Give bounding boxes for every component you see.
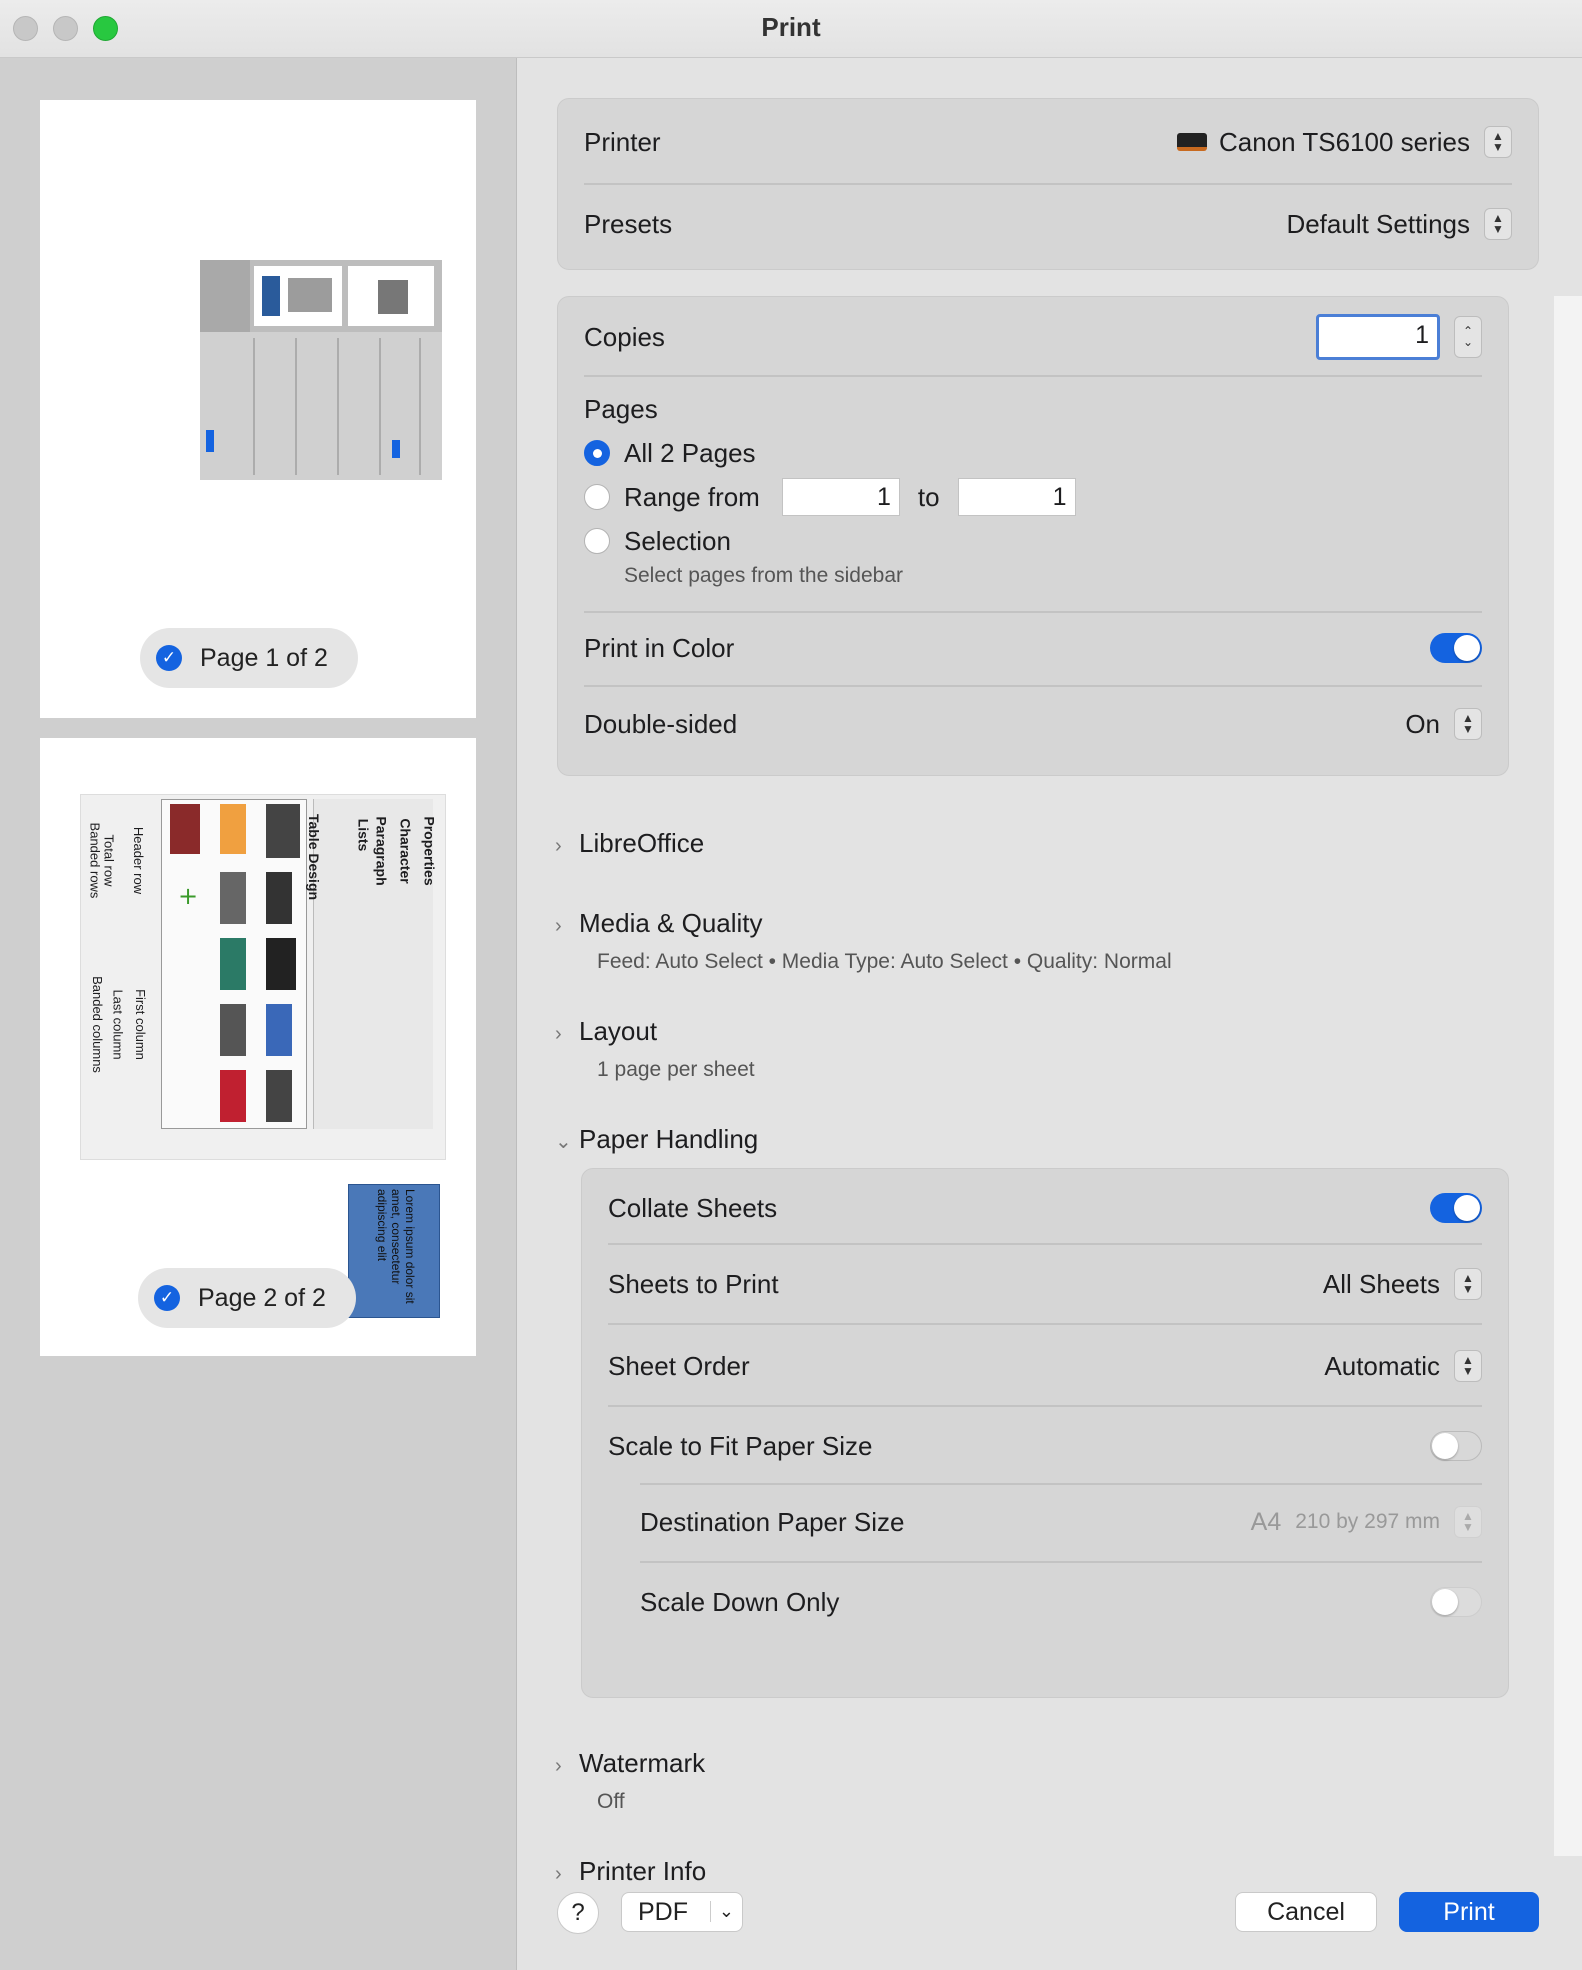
presets-popup[interactable]: Default Settings [1286,208,1470,239]
all-pages-radio[interactable] [584,440,610,466]
preview-table-grid [161,799,307,1129]
print-settings-pane [517,58,1582,1970]
page-thumbnail-2[interactable] [40,738,476,1356]
popup-arrows-icon[interactable]: ▲ ▼ [1454,708,1482,740]
preview-option-first-column: First column [132,989,148,1060]
collate-toggle[interactable] [1430,1193,1482,1223]
divider [584,611,1482,613]
preview-option-banded-rows: Banded rows [87,822,103,899]
window-title: Print [761,12,821,42]
layout-section[interactable]: › Layout [555,1016,658,1046]
help-button[interactable]: ? [557,1892,599,1934]
preview-tab-character: Character [397,818,414,884]
sheets-row [608,1259,1482,1309]
order-popup[interactable]: Automatic [1324,1350,1440,1381]
collate-label: Collate Sheets [608,1192,778,1223]
scale-down-label: Scale Down Only [640,1586,840,1617]
divider [584,685,1482,687]
color-row [584,623,1482,673]
cancel-button[interactable]: Cancel [1235,1892,1377,1932]
popup-arrows-icon[interactable]: ▲ ▼ [1454,1506,1482,1538]
range-from-field[interactable]: 1 [782,478,900,516]
sheets-label: Sheets to Print [608,1268,779,1299]
duplex-row [584,699,1482,749]
popup-arrows-icon[interactable]: ▲ ▼ [1484,208,1512,240]
printer-info-section[interactable]: › Printer Info [555,1856,707,1886]
preview-tab-labels [306,803,438,913]
page-1-label: Page 1 of 2 [200,643,328,672]
watermark-section[interactable]: › Watermark [555,1748,706,1778]
selection-label: Selection [624,525,731,556]
copies-field[interactable]: 1 [1316,314,1440,360]
copies-row [584,311,1482,363]
page-1-badge[interactable] [140,628,358,688]
copies-label: Copies [584,321,665,352]
divider [584,375,1482,377]
divider [608,1405,1482,1407]
range-to-field[interactable]: 1 [958,478,1076,516]
dest-size-value[interactable]: A4 [1250,1507,1282,1536]
paper-handling-box [581,1168,1509,1698]
color-toggle[interactable] [1430,633,1482,663]
sheets-popup[interactable]: All Sheets [1322,1268,1440,1299]
checkmark-icon: ✓ [154,1285,180,1311]
chevron-down-icon: ⌄ [555,1131,572,1153]
dest-size-label: Destination Paper Size [640,1506,905,1537]
dest-size-row [640,1497,1482,1547]
range-label: Range from [624,481,760,512]
pages-label: Pages [584,393,658,424]
chevron-down-icon: ⌄ [710,1901,734,1922]
page-2-label: Page 2 of 2 [198,1283,326,1312]
svg-text:+: + [178,882,199,910]
scrollbar-track[interactable] [1554,296,1582,1856]
pdf-menu-button[interactable] [621,1892,743,1932]
selection-radio[interactable] [584,528,610,554]
page-2-preview [80,794,446,1160]
chevron-right-icon: › [555,1863,562,1885]
presets-label: Presets [584,208,673,239]
divider [640,1483,1482,1485]
libreoffice-section[interactable]: › LibreOffice [555,828,705,858]
dest-size-dims: 210 by 297 mm [1295,1510,1440,1533]
scale-row [608,1421,1482,1471]
media-quality-section[interactable]: › Media & Quality [555,908,763,938]
printer-box [557,98,1539,270]
preview-option-banded-columns: Banded columns [89,976,105,1073]
preview-option-header-row: Header row [131,826,147,895]
duplex-popup[interactable]: On [1405,708,1440,739]
divider [608,1243,1482,1245]
paper-handling-section[interactable]: ⌄ Paper Handling [555,1124,759,1154]
layout-summary: 1 page per sheet [597,1058,755,1081]
printer-popup[interactable]: Canon TS6100 series [1218,126,1470,157]
page-2-badge[interactable] [138,1268,356,1328]
popup-arrows-icon[interactable]: ▲ ▼ [1484,126,1512,158]
chevron-right-icon: › [555,915,562,937]
preview-options [81,795,161,1160]
range-to-label: to [917,481,940,512]
page-sidebar [0,58,517,1970]
popup-arrows-icon[interactable]: ▲ ▼ [1454,1268,1482,1300]
printer-label: Printer [584,126,661,157]
preview-tab-lists: Lists [355,818,372,852]
preview-tab-table-design: Table Design [306,813,323,901]
selection-hint-row [624,559,1482,593]
print-button[interactable]: Print [1399,1892,1539,1932]
pages-heading [584,389,1482,429]
copies-pages-box [557,296,1509,776]
pdf-label: PDF [638,1897,688,1926]
order-row [608,1341,1482,1391]
selection-row[interactable] [584,521,1482,561]
duplex-label: Double-sided [584,708,738,739]
all-pages-label: All 2 Pages [624,437,756,468]
preview-option-total-row: Total row [101,834,117,887]
copies-stepper[interactable]: ⌃ ⌄ [1454,316,1482,358]
collate-row [608,1183,1482,1233]
selection-hint: Select pages from the sidebar [624,564,903,587]
scale-toggle[interactable] [1430,1431,1482,1461]
chevron-right-icon: › [555,1755,562,1777]
page-thumbnail-1[interactable] [40,100,476,718]
preview-tab-paragraph: Paragraph [373,816,390,886]
divider [608,1323,1482,1325]
scale-down-row [640,1577,1482,1627]
page-1-preview [40,100,476,718]
all-pages-row[interactable] [584,433,1482,473]
chevron-right-icon: › [555,835,562,857]
scale-down-toggle[interactable] [1430,1587,1482,1617]
watermark-summary: Off [597,1790,625,1813]
color-label: Print in Color [584,632,735,663]
divider [640,1561,1482,1563]
range-row [584,477,1482,517]
divider [584,183,1512,185]
popup-arrows-icon[interactable]: ▲ ▼ [1454,1350,1482,1382]
range-radio[interactable] [584,484,610,510]
order-label: Sheet Order [608,1350,750,1381]
table-styles-icon [162,800,308,1130]
checkmark-icon: ✓ [156,645,182,671]
preview-lorem: Lorem ipsum dolor sit amet, consectetur adipiscing elit [348,1184,440,1318]
preview-tab-properties: Properties [421,816,438,886]
preview-option-last-column: Last column [110,989,126,1060]
printer-icon [1177,133,1207,151]
chevron-right-icon: › [555,1023,562,1045]
title-bar [0,0,1582,58]
media-quality-summary: Feed: Auto Select • Media Type: Auto Select • Quality: Normal [597,950,1172,973]
scale-label: Scale to Fit Paper Size [608,1430,873,1461]
printer-row [584,117,1512,167]
presets-row [584,199,1512,249]
